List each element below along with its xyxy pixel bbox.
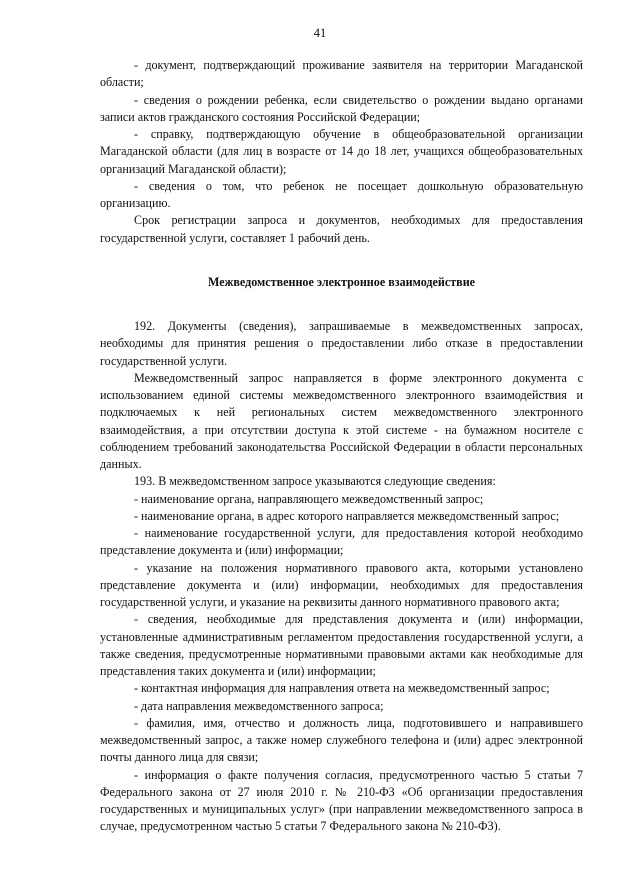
section-heading: Межведомственное электронное взаимодействие <box>207 274 476 289</box>
paragraph: - справку, подтверждающую обучение в общеобразовательной организации Магаданской области (для лиц в возрасте от 14 до 18 лет, учащихся общеобразовательных организаций Магаданской области); <box>100 127 583 176</box>
paragraph: 193. В межведомственном запросе указываются следующие сведения: <box>134 474 496 489</box>
document-body <box>100 57 583 836</box>
paragraph: Срок регистрации запроса и документов, необходимых для предоставления государственной услуги, составляет 1 рабочий день. <box>100 213 583 245</box>
page-number: 41 <box>313 26 327 40</box>
paragraph: - сведения о том, что ребенок не посещает дошкольную образовательную организацию. <box>100 178 583 210</box>
list-item: - контактная информация для направления ответа на межведомственный запрос; <box>134 681 550 696</box>
list-item: - наименование органа, направляющего межведомственный запрос; <box>134 491 484 506</box>
list-item: - сведения, необходимые для представления документа и (или) информации, установленные административным регламентом предоставления государственной услуги, а также сведения, предусмотренные нормативными правовыми актами как необходимые для представления таких документа и (или) информации; <box>100 612 583 678</box>
paragraph: - документ, подтверждающий проживание заявителя на территории Магаданской области; <box>100 58 583 90</box>
list-item: - дата направления межведомственного запроса; <box>134 698 384 713</box>
paragraph: - сведения о рождении ребенка, если свидетельство о рождении выдано органами записи актов гражданского состояния Российской Федерации; <box>100 92 583 124</box>
list-item: - наименование государственной услуги, для предоставления которой необходимо представление документа и (или) информации; <box>100 526 583 558</box>
list-item: - указание на положения нормативного правового акта, которыми установлено представление документа и (или) информации, необходимых для предоставления государственной услуги, и указание на реквизиты данного нормативного правового акта; <box>100 560 583 609</box>
paragraph: 192. Документы (сведения), запрашиваемые в межведомственных запросах, необходимы для принятия решения о предоставлении либо отказе в предоставлении государственной услуги. <box>100 319 583 368</box>
paragraph: Межведомственный запрос направляется в форме электронного документа с использованием единой системы межведомственного электронного взаимодействия и подключаемых к ней региональных систем межведомственного электронного взаимодействия, а при отсутствии доступа к этой системе - на бумажном носителе с соблюдением требований законодательства Российской Федерации в области персональных данных. <box>100 370 583 471</box>
list-item: - фамилия, имя, отчество и должность лица, подготовившего и направившего межведомственный запрос, а также номер служебного телефона и (или) адрес электронной почты данного лица для связи; <box>100 715 583 765</box>
list-item: - наименование органа, в адрес которого направляется межведомственный запрос; <box>134 508 560 523</box>
list-item: - информация о факте получения согласия, предусмотренного частью 5 статьи 7 Федерального закона от 27 июля 2010 г. № 210-ФЗ «Об организации предоставления государственных и муниципальных услуг» (при направлении межведомственного запроса в случае, предусмотренном частью 5 статьи 7 Федерального закона № 210-ФЗ). <box>100 767 583 834</box>
